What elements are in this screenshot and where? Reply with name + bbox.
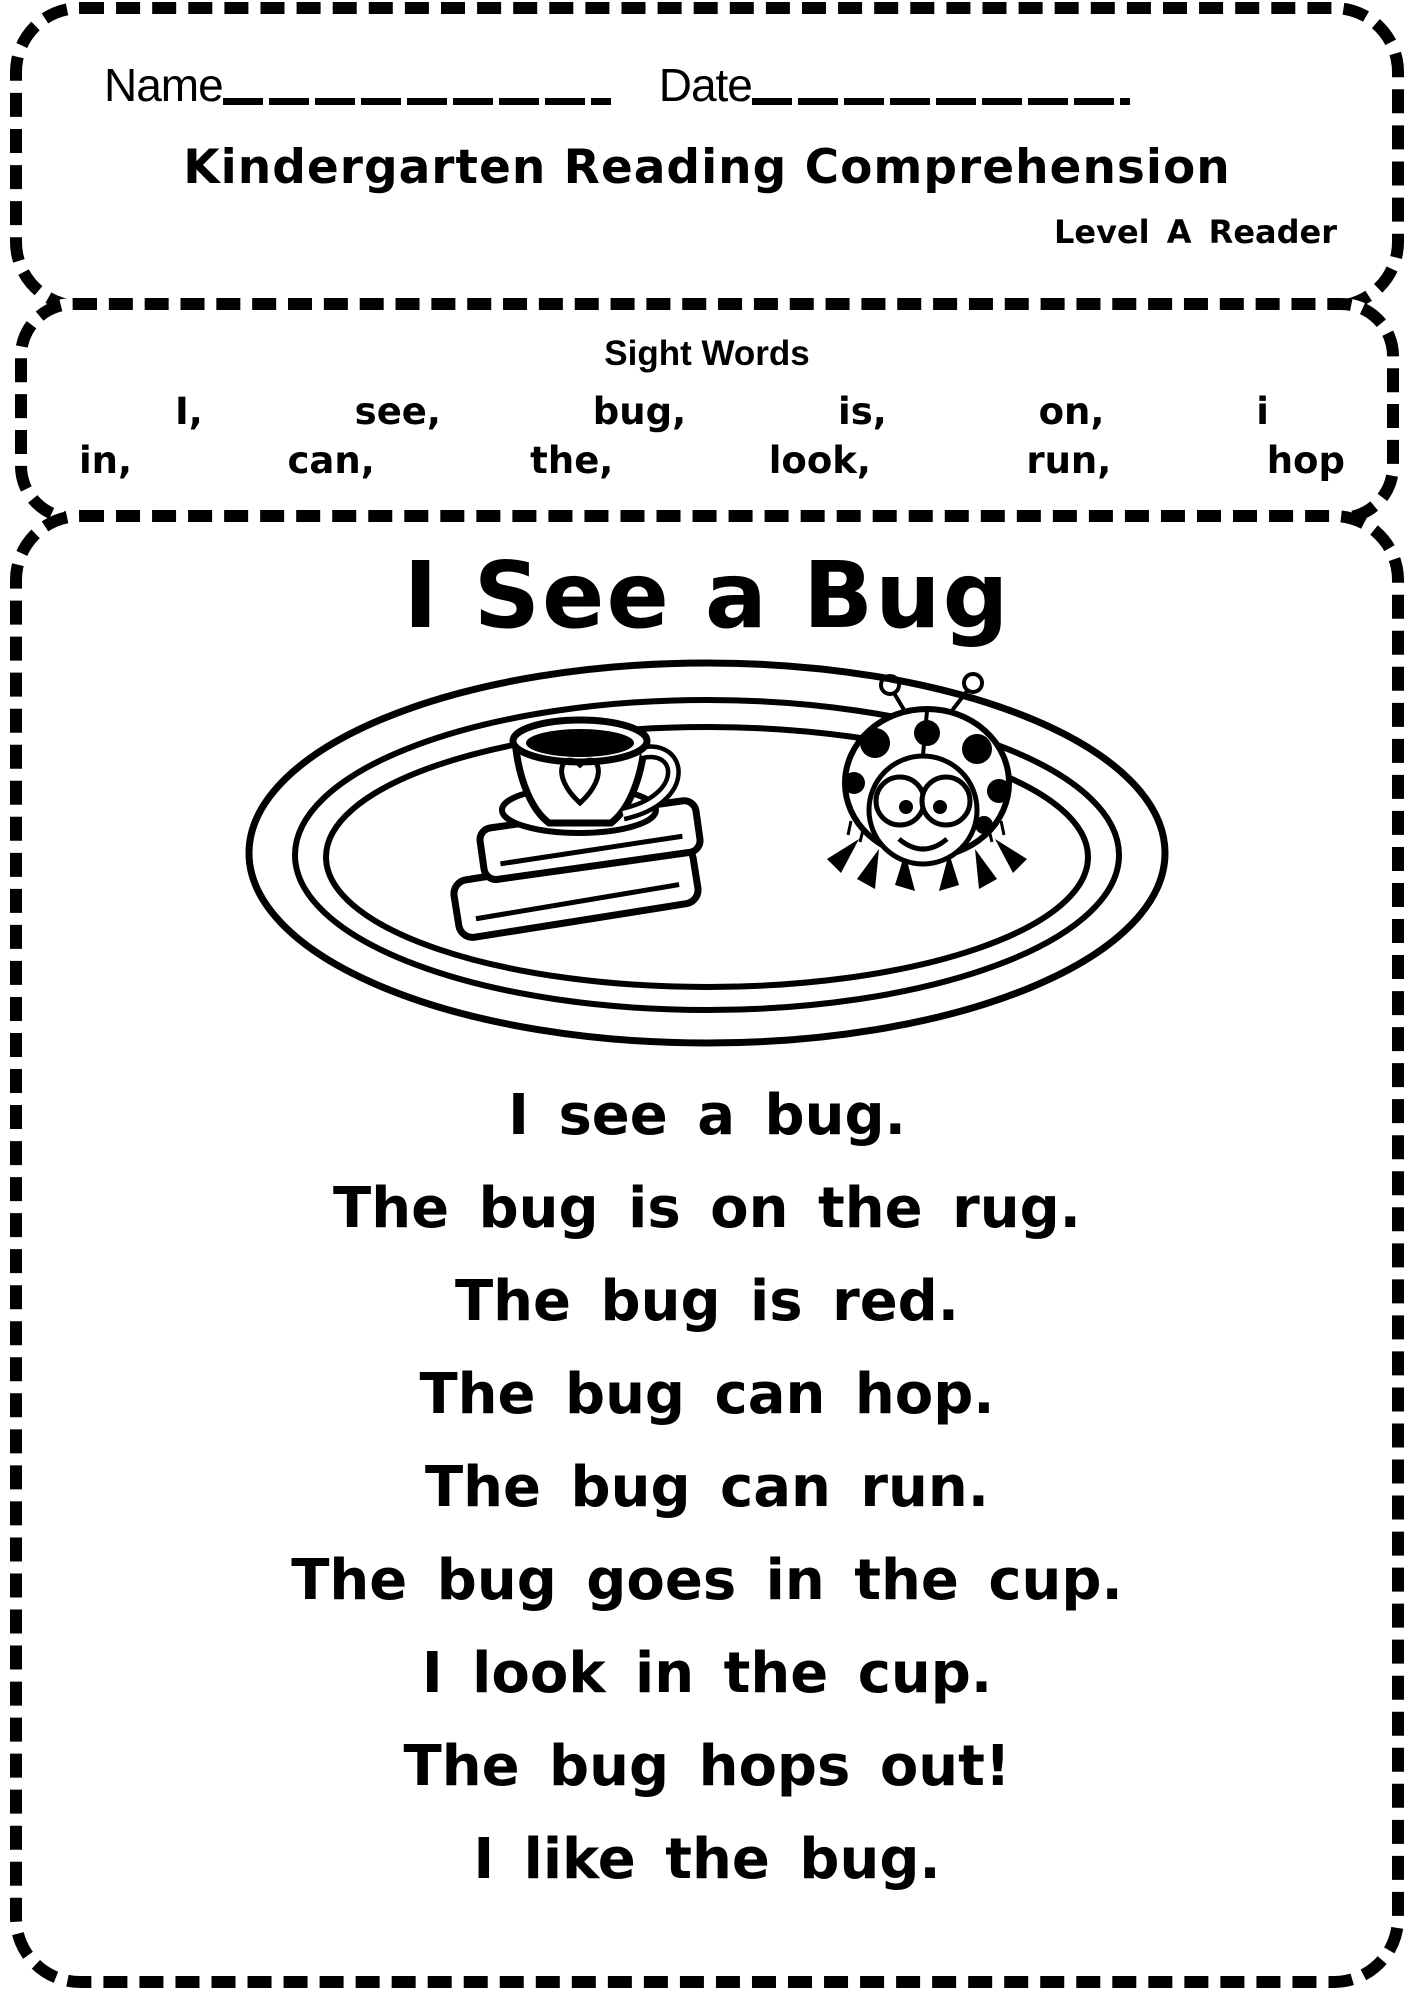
date-group	[659, 58, 1130, 112]
story-line: The bug can hop.	[419, 1362, 995, 1427]
rug-icon	[249, 663, 1165, 1043]
worksheet-title: Kindergarten Reading Comprehension	[183, 140, 1231, 195]
date-write-line[interactable]	[752, 98, 1130, 105]
story-line: The bug is on the rug.	[333, 1176, 1081, 1241]
story-line: The bug is red.	[454, 1269, 960, 1334]
name-group	[104, 58, 611, 112]
story-line: The bug hops out!	[403, 1734, 1011, 1799]
name-write-line[interactable]	[223, 98, 611, 105]
story-line: I see a bug.	[508, 1083, 906, 1148]
sight-word: see,	[354, 390, 441, 433]
sight-words-section	[15, 298, 1399, 524]
name-date-row	[22, 14, 1392, 112]
header-section	[10, 2, 1404, 312]
sight-word: run,	[1026, 439, 1112, 482]
sight-word: the,	[530, 439, 614, 482]
story-line: The bug goes in the cup.	[291, 1548, 1123, 1613]
level-badge: Level A Reader	[1054, 213, 1337, 251]
sight-words-row-2	[79, 439, 1345, 482]
rug-illustration	[22, 653, 1392, 1057]
sight-word: is,	[838, 390, 887, 433]
story-title: I See a Bug	[403, 542, 1011, 649]
sight-word: I,	[175, 390, 203, 433]
sight-word: hop	[1266, 439, 1345, 482]
story-line: I look in the cup.	[421, 1641, 993, 1706]
sight-words-heading: Sight Words	[604, 334, 810, 373]
sight-word: on,	[1038, 390, 1105, 433]
sight-word: bug,	[592, 390, 687, 433]
sight-word: look,	[768, 439, 871, 482]
story-line: The bug can run.	[424, 1455, 990, 1520]
story-lines	[22, 1069, 1392, 1906]
sight-words-row-1	[175, 390, 1269, 433]
sight-word: i	[1256, 390, 1269, 433]
name-label: Name	[104, 59, 223, 111]
date-label: Date	[658, 59, 752, 111]
rug-illustration-svg	[227, 653, 1187, 1053]
story-section	[10, 510, 1404, 1988]
sight-word: in,	[79, 439, 133, 482]
story-line: I like the bug.	[473, 1827, 941, 1892]
sight-word: can,	[287, 439, 375, 482]
